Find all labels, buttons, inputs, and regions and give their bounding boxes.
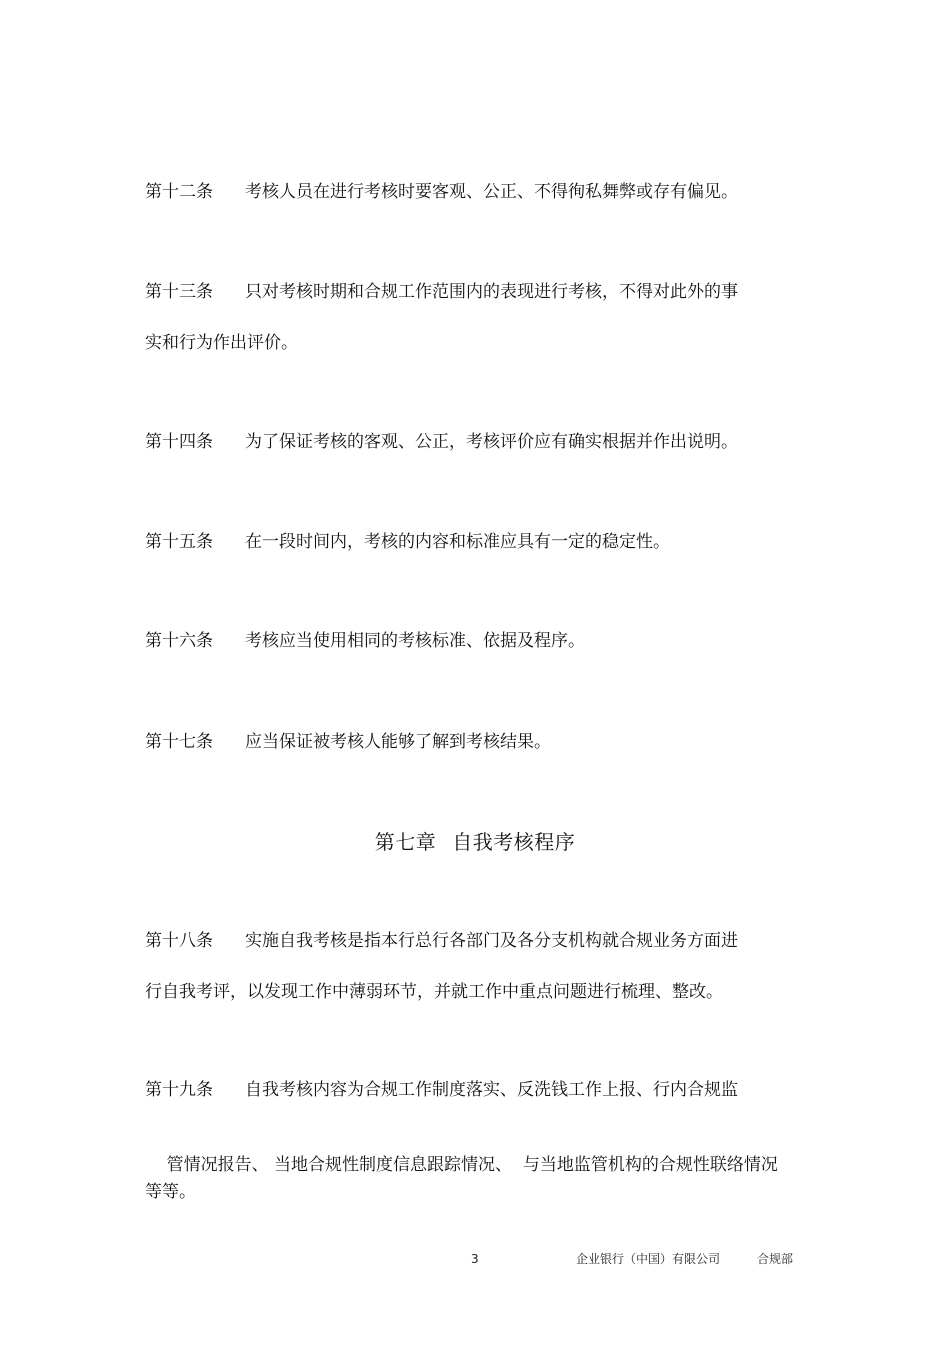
article-16 [145,629,585,653]
article-text: 考核应当使用相同的考核标准、依据及程序。 [245,631,585,651]
article-text: 实施自我考核是指本行总行各部门及各分支机构就合规业务方面进 [245,931,738,951]
article-17 [145,730,551,754]
article-text: 行自我考评，以发现工作中薄弱环节，并就工作中重点问题进行梳理、整改。 [145,982,723,1002]
article-text: 在一段时间内，考核的内容和标准应具有一定的稳定性。 [245,532,670,552]
article-number: 第十八条 [145,931,213,951]
chapter-heading [0,828,950,856]
article-text: 只对考核时期和合规工作范围内的表现进行考核，不得对此外的事 [245,282,738,302]
article-18 [145,929,738,953]
article-13 [145,280,738,304]
article-19-continuation [145,1129,778,1201]
article-text: 等等。 [145,1182,196,1202]
page-number: 3 [471,1252,479,1266]
article-number: 第十三条 [145,282,213,302]
article-number: 第十六条 [145,631,213,651]
article-text: 考核人员在进行考核时要客观、公正、不得徇私舞弊或存有偏见。 [245,182,738,202]
article-14 [145,430,738,454]
article-text: 管情况报告、 当地合规性制度信息跟踪情况、 与当地监管机构的合规性联络情况 [166,1155,778,1175]
article-19-continuation [145,1180,196,1204]
footer-department: 合规部 [757,1252,794,1266]
article-number: 第十二条 [145,182,213,202]
article-number: 第十五条 [145,532,213,552]
chapter-title: 自我考核程序 [452,830,576,854]
article-text: 为了保证考核的客观、公正，考核评价应有确实根据并作出说明。 [245,432,738,452]
article-12 [145,180,738,204]
article-13-continuation [145,331,298,355]
article-15 [145,530,670,554]
article-number: 第十七条 [145,732,213,752]
footer-organization: 企业银行（中国）有限公司 [576,1252,721,1266]
article-text: 实和行为作出评价。 [145,333,298,353]
chapter-number: 第七章 [374,830,437,854]
article-number: 第十九条 [145,1080,213,1100]
article-text: 应当保证被考核人能够了解到考核结果。 [245,732,551,752]
article-number: 第十四条 [145,432,213,452]
article-text: 自我考核内容为合规工作制度落实、反洗钱工作上报、行内合规监 [245,1080,738,1100]
article-19 [145,1078,738,1102]
article-18-continuation [145,980,723,1004]
